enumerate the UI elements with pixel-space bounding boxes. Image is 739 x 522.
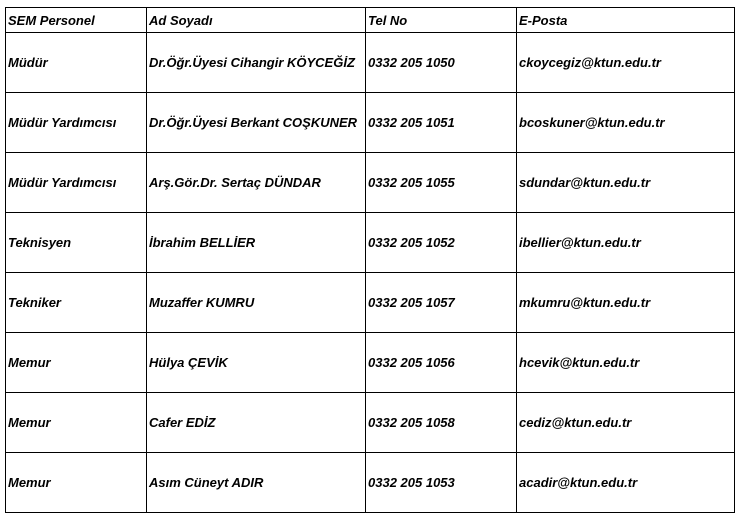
table-row [6, 33, 735, 93]
cell-email: bcoskuner@ktun.edu.tr [517, 93, 735, 153]
cell-name: İbrahim BELLİER [147, 213, 366, 273]
header-sem-personel: SEM Personel [6, 8, 147, 33]
cell-phone: 0332 205 1050 [366, 33, 517, 93]
header-ad-soyadi: Ad Soyadı [147, 8, 366, 33]
cell-name: Cafer EDİZ [147, 393, 366, 453]
cell-name: Dr.Öğr.Üyesi Berkant COŞKUNER [147, 93, 366, 153]
cell-role: Müdür Yardımcısı [6, 93, 147, 153]
cell-phone: 0332 205 1055 [366, 153, 517, 213]
table-row [6, 273, 735, 333]
header-tel-no: Tel No [366, 8, 517, 33]
header-e-posta: E-Posta [517, 8, 735, 33]
cell-role: Memur [6, 453, 147, 513]
cell-phone: 0332 205 1051 [366, 93, 517, 153]
cell-phone: 0332 205 1056 [366, 333, 517, 393]
cell-email: cediz@ktun.edu.tr [517, 393, 735, 453]
table-header [6, 8, 735, 33]
header-row [6, 8, 735, 33]
cell-name: Dr.Öğr.Üyesi Cihangir KÖYCEĞİZ [147, 33, 366, 93]
cell-role: Müdür Yardımcısı [6, 153, 147, 213]
cell-role: Teknisyen [6, 213, 147, 273]
cell-name: Muzaffer KUMRU [147, 273, 366, 333]
cell-email: sdundar@ktun.edu.tr [517, 153, 735, 213]
cell-role: Memur [6, 333, 147, 393]
staff-contact-table [5, 7, 735, 513]
cell-phone: 0332 205 1052 [366, 213, 517, 273]
table-row [6, 453, 735, 513]
cell-email: ibellier@ktun.edu.tr [517, 213, 735, 273]
cell-phone: 0332 205 1057 [366, 273, 517, 333]
cell-phone: 0332 205 1053 [366, 453, 517, 513]
cell-email: ckoycegiz@ktun.edu.tr [517, 33, 735, 93]
cell-name: Hülya ÇEVİK [147, 333, 366, 393]
table-row [6, 393, 735, 453]
table-row [6, 333, 735, 393]
cell-email: acadir@ktun.edu.tr [517, 453, 735, 513]
table-row [6, 153, 735, 213]
cell-phone: 0332 205 1058 [366, 393, 517, 453]
cell-role: Memur [6, 393, 147, 453]
cell-name: Arş.Gör.Dr. Sertaç DÜNDAR [147, 153, 366, 213]
table-row [6, 213, 735, 273]
table-row [6, 93, 735, 153]
cell-role: Tekniker [6, 273, 147, 333]
cell-email: hcevik@ktun.edu.tr [517, 333, 735, 393]
cell-email: mkumru@ktun.edu.tr [517, 273, 735, 333]
cell-role: Müdür [6, 33, 147, 93]
cell-name: Asım Cüneyt ADIR [147, 453, 366, 513]
table-body [6, 33, 735, 513]
